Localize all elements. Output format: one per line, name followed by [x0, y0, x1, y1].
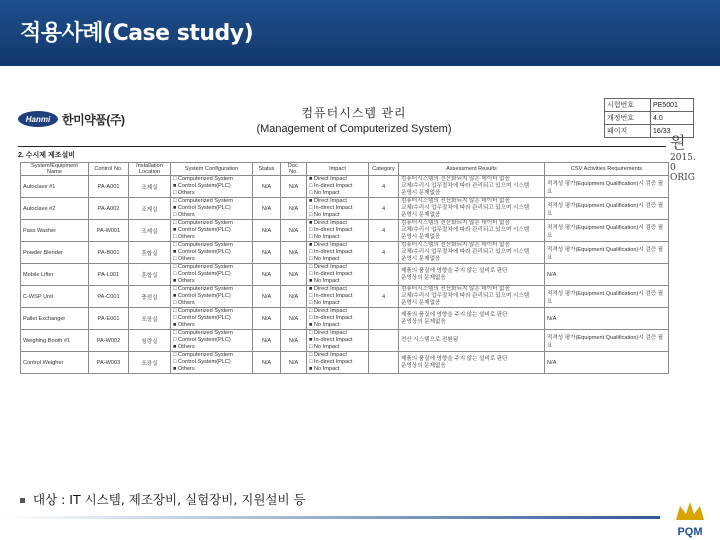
cell-impact-line: ■ Direct Impact [309, 176, 347, 182]
cell-impact-line: ■ Direct Impact [309, 242, 347, 248]
cell-assessment-line: 운영상의 문제없음 [401, 362, 446, 369]
cell-control-no: PA-W002 [89, 330, 129, 352]
cell-status: N/A [253, 264, 281, 286]
cell-config-line: □ Computerized System [173, 264, 233, 270]
cell-csv: N/A [545, 352, 669, 374]
cell-assessment-line: 컴퓨터시스템의 전산화되지 않은 데이터 없음 [401, 286, 510, 292]
col-doc-no: Doc. No. [281, 163, 307, 176]
header-rule [18, 146, 666, 147]
cell-impact [307, 264, 369, 286]
cell-system: Mobile Lifter [21, 264, 89, 286]
cell-config-line: □ Computerized System [173, 352, 233, 358]
cell-csv: 적격성 평가(Equipment Qualification)시 검증 필요 [545, 220, 669, 242]
bullet-text: 대상 : IT 시스템, 제조장비, 실험장비, 지원설비 등 [33, 492, 306, 507]
stamp-word: ORIG [670, 173, 695, 183]
cell-impact-line: ■ Direct Impact [309, 198, 347, 204]
cell-category: 4 [369, 242, 399, 264]
cell-config-line: □ Computerized System [173, 286, 233, 292]
cell-impact-line: □ No Impact [309, 344, 340, 350]
cell-assessment [399, 242, 545, 264]
cell-assessment-line: 운영상의 문제없음 [401, 274, 446, 281]
cell-control-no: PA-W003 [89, 352, 129, 374]
cell-category: 4 [369, 286, 399, 308]
cell-system: Pass Washer [21, 220, 89, 242]
cell-system: Autoclave #1 [21, 176, 89, 198]
cell-config [171, 330, 253, 352]
cell-assessment [399, 330, 545, 352]
cell-config-line: □ Control System(PLC) [173, 359, 231, 365]
cell-doc-no: N/A [281, 198, 307, 220]
cell-assessment-line: 제품의 품질에 영향을 주지 않는 설비로 판단 [401, 355, 508, 362]
cell-doc-no: N/A [281, 242, 307, 264]
cell-assessment-line: 교체/수리시 업무절차에 따라 관리되고 있으며 시스템 [401, 249, 530, 255]
cell-location: 충전실 [129, 286, 171, 308]
cell-assessment-line: 제품의 품질에 영향을 주지 않는 설비로 판단 [401, 267, 508, 274]
cell-status: N/A [253, 242, 281, 264]
meta-label: 시험번호 [605, 99, 651, 112]
cell-config-line: □ Computerized System [173, 242, 233, 248]
cell-config-line: ■ Others [173, 278, 195, 284]
cell-impact-line: □ No Impact [309, 256, 340, 262]
cell-config-line: □ Computerized System [173, 308, 233, 314]
cell-config-line: □ Others [173, 190, 195, 196]
cell-status: N/A [253, 220, 281, 242]
section-title: 2. 수시제 제조설비 [18, 152, 76, 159]
document-title [194, 104, 514, 135]
cell-status: N/A [253, 330, 281, 352]
meta-value: 16/33 [651, 125, 694, 138]
cell-impact [307, 176, 369, 198]
cell-doc-no: N/A [281, 264, 307, 286]
meta-value: PE5001 [651, 99, 694, 112]
cell-system: Control Weigher [21, 352, 89, 374]
cell-config-line: □ Control System(PLC) [173, 337, 231, 343]
cell-impact-line: □ Direct Impact [309, 330, 347, 336]
cell-impact-line: □ In-direct Impact [309, 183, 353, 189]
company-name: 한미약품(주) [62, 112, 125, 127]
title-bar [0, 0, 720, 66]
cell-category [369, 330, 399, 352]
cell-assessment-line: 전산 시스템으로 전환됨 [401, 337, 459, 343]
cell-assessment [399, 286, 545, 308]
cell-impact-line: □ No Impact [309, 300, 340, 306]
table-row [21, 198, 669, 220]
cell-assessment-line: 제품의 품질에 영향을 주지 않는 설비로 판단 [401, 311, 508, 318]
cell-impact-line: □ In-direct Impact [309, 359, 353, 365]
document-title-en: (Management of Computerized System) [256, 123, 452, 135]
cell-assessment [399, 176, 545, 198]
col-config: System Configuration [171, 163, 253, 176]
bullet-square-icon [20, 498, 25, 503]
cell-impact-line: □ Direct Impact [309, 308, 347, 314]
table-row [21, 220, 669, 242]
cell-impact-line: □ In-direct Impact [309, 271, 353, 277]
cell-config [171, 220, 253, 242]
cell-control-no: PA-L001 [89, 264, 129, 286]
original-stamp [670, 130, 700, 182]
table-row [21, 286, 669, 308]
cell-location: 혼합실 [129, 264, 171, 286]
cell-csv: 적격성 평가(Equipment Qualification)시 검증 필요 [545, 242, 669, 264]
cell-impact [307, 352, 369, 374]
cell-impact-line: ■ No Impact [309, 366, 340, 372]
meta-value: 4.0 [651, 112, 694, 125]
cell-config-line: ■ Control System(PLC) [173, 293, 231, 299]
cell-config [171, 308, 253, 330]
cell-status: N/A [253, 198, 281, 220]
cell-doc-no: N/A [281, 308, 307, 330]
footer-rule [0, 516, 660, 519]
cell-assessment-line: 컴퓨터시스템의 전산화되지 않은 데이터 없음 [401, 198, 510, 204]
cell-location: 칭량실 [129, 330, 171, 352]
cell-assessment-line: 교체/수리시 업무절차에 따라 관리되고 있으며 시스템 [401, 293, 530, 299]
cell-assessment-line: 컴퓨터시스템의 전산화되지 않은 데이터 없음 [401, 176, 510, 182]
cell-impact-line: ■ No Impact [309, 322, 340, 328]
meta-row [605, 112, 694, 125]
cell-status: N/A [253, 286, 281, 308]
cell-impact-line: ■ Direct Impact [309, 220, 347, 226]
cell-doc-no: N/A [281, 286, 307, 308]
cell-config-line: □ Control System(PLC) [173, 315, 231, 321]
col-assessment: Assessment Results [399, 163, 545, 176]
cell-config-line: ■ Others [173, 366, 195, 372]
col-location: Installation Location [129, 163, 171, 176]
cell-config-line: ■ Control System(PLC) [173, 205, 231, 211]
crest-icon [672, 500, 708, 522]
meta-label: 개정번호 [605, 112, 651, 125]
cell-category: 4 [369, 220, 399, 242]
cell-config-line: □ Others [173, 300, 195, 306]
cell-system: Autoclave #2 [21, 198, 89, 220]
document-title-kr: 컴퓨터시스템 관리 [301, 106, 407, 120]
cell-assessment [399, 308, 545, 330]
cell-location: 포장실 [129, 308, 171, 330]
cell-location: 혼합실 [129, 242, 171, 264]
cell-config-line: □ Control System(PLC) [173, 271, 231, 277]
cell-csv: 적격성 평가(Equipment Qualification)시 검증 필요 [545, 330, 669, 352]
cell-status: N/A [253, 352, 281, 374]
cell-config-line: □ Computerized System [173, 220, 233, 226]
cell-assessment [399, 198, 545, 220]
cell-control-no: PA-W001 [89, 220, 129, 242]
col-system: System/Equipment Name [21, 163, 89, 176]
cell-category: 4 [369, 176, 399, 198]
table-row [21, 242, 669, 264]
cell-assessment-line: 운영시 문제없음 [401, 212, 441, 218]
cell-impact [307, 286, 369, 308]
cell-system: Weighing Booth #1 [21, 330, 89, 352]
page-title: 적용사례(Case study) [20, 21, 254, 46]
col-csv: CSV Activities Requirements [545, 163, 669, 176]
cell-assessment-line: 교체/수리시 업무절차에 따라 관리되고 있으며 시스템 [401, 183, 530, 189]
cell-impact-line: □ No Impact [309, 212, 340, 218]
brand-text: PQM [677, 526, 703, 538]
cell-control-no: PA-E001 [89, 308, 129, 330]
col-control-no: Control No. [89, 163, 129, 176]
cell-assessment-line: 컴퓨터시스템의 전산화되지 않은 데이터 없음 [401, 220, 510, 226]
cell-config-line: ■ Control System(PLC) [173, 249, 231, 255]
col-category: Category [369, 163, 399, 176]
cell-category [369, 352, 399, 374]
cell-impact [307, 330, 369, 352]
cell-config-line: □ Others [173, 256, 195, 262]
cell-impact-line: □ In-direct Impact [309, 205, 353, 211]
scanned-document [14, 96, 702, 468]
cell-impact-line: ■ Direct Impact [309, 286, 347, 292]
cell-assessment-line: 컴퓨터시스템의 전산화되지 않은 데이터 없음 [401, 242, 510, 248]
cell-assessment [399, 264, 545, 286]
cell-assessment-line: 교체/수리시 업무절차에 따라 관리되고 있으며 시스템 [401, 227, 530, 233]
pqm-logo [670, 500, 710, 538]
cell-system: Pallet Exchanger [21, 308, 89, 330]
cell-config [171, 176, 253, 198]
cell-csv: N/A [545, 308, 669, 330]
cell-impact-line: □ No Impact [309, 190, 340, 196]
cell-config-line: □ Others [173, 212, 195, 218]
cell-assessment [399, 220, 545, 242]
table-row [21, 264, 669, 286]
bullet-item [20, 490, 306, 508]
cell-assessment-line: 운영시 문제없음 [401, 256, 441, 262]
cell-config-line: ■ Control System(PLC) [173, 183, 231, 189]
cell-doc-no: N/A [281, 352, 307, 374]
cell-config-line: □ Computerized System [173, 330, 233, 336]
cell-system: Powder Blender [21, 242, 89, 264]
cell-assessment [399, 352, 545, 374]
table-row [21, 308, 669, 330]
cell-config [171, 352, 253, 374]
cell-control-no: PA-A001 [89, 176, 129, 198]
cell-config-line: □ Computerized System [173, 198, 233, 204]
table-row [21, 330, 669, 352]
equipment-table [20, 162, 669, 374]
cell-impact-line: □ In-direct Impact [309, 315, 353, 321]
cell-csv: 적격성 평가(Equipment Qualification)시 검증 필요 [545, 286, 669, 308]
cell-config-line: ■ Control System(PLC) [173, 227, 231, 233]
col-status: Status [253, 163, 281, 176]
cell-config-line: ■ Others [173, 322, 195, 328]
cell-status: N/A [253, 308, 281, 330]
cell-control-no: PA-A002 [89, 198, 129, 220]
cell-assessment-line: 운영시 문제없음 [401, 234, 441, 240]
cell-assessment-line: 운영시 문제없음 [401, 190, 441, 196]
table-header-row [21, 163, 669, 176]
cell-location: 조제실 [129, 220, 171, 242]
cell-config [171, 264, 253, 286]
cell-impact-line: □ In-direct Impact [309, 249, 353, 255]
stamp-glyph: 원 [670, 133, 686, 152]
cell-csv: 적격성 평가(Equipment Qualification)시 검증 필요 [545, 176, 669, 198]
cell-impact-line: □ In-direct Impact [309, 293, 353, 299]
cell-impact-line: ■ No Impact [309, 278, 340, 284]
cell-category [369, 308, 399, 330]
cell-location: 포장실 [129, 352, 171, 374]
col-impact: Impact [307, 163, 369, 176]
cell-assessment-line: 운영시 문제없음 [401, 300, 441, 306]
cell-category [369, 264, 399, 286]
cell-config [171, 286, 253, 308]
cell-csv: N/A [545, 264, 669, 286]
cell-location: 조제실 [129, 176, 171, 198]
cell-location: 조제실 [129, 198, 171, 220]
cell-assessment-line: 운영상의 문제없음 [401, 318, 446, 325]
stamp-year: 2015. 0 [670, 153, 696, 173]
cell-system: C-WSP Unit [21, 286, 89, 308]
cell-status: N/A [253, 176, 281, 198]
cell-doc-no: N/A [281, 330, 307, 352]
cell-control-no: PA-B001 [89, 242, 129, 264]
cell-config-line: □ Others [173, 234, 195, 240]
cell-assessment-line: 교체/수리시 업무절차에 따라 관리되고 있으며 시스템 [401, 205, 530, 211]
meta-row [605, 99, 694, 112]
cell-control-no: PA-C001 [89, 286, 129, 308]
cell-category: 4 [369, 198, 399, 220]
cell-config [171, 198, 253, 220]
hanmi-logo-mark: Hanmi [18, 111, 58, 127]
cell-impact [307, 242, 369, 264]
table-row [21, 176, 669, 198]
cell-config [171, 242, 253, 264]
cell-impact-line: ■ In-direct Impact [309, 337, 353, 343]
company-logo [18, 108, 126, 130]
cell-impact-line: □ Direct Impact [309, 352, 347, 358]
table-row [21, 352, 669, 374]
cell-doc-no: N/A [281, 220, 307, 242]
cell-impact [307, 220, 369, 242]
cell-impact [307, 308, 369, 330]
cell-csv: 적격성 평가(Equipment Qualification)시 검증 필요 [545, 198, 669, 220]
cell-doc-no: N/A [281, 176, 307, 198]
cell-impact-line: □ Direct Impact [309, 264, 347, 270]
meta-label: 페이지 [605, 125, 651, 138]
cell-impact-line: □ No Impact [309, 234, 340, 240]
cell-config-line: ■ Others [173, 344, 195, 350]
cell-impact-line: □ In-direct Impact [309, 227, 353, 233]
cell-impact [307, 198, 369, 220]
cell-config-line: □ Computerized System [173, 176, 233, 182]
